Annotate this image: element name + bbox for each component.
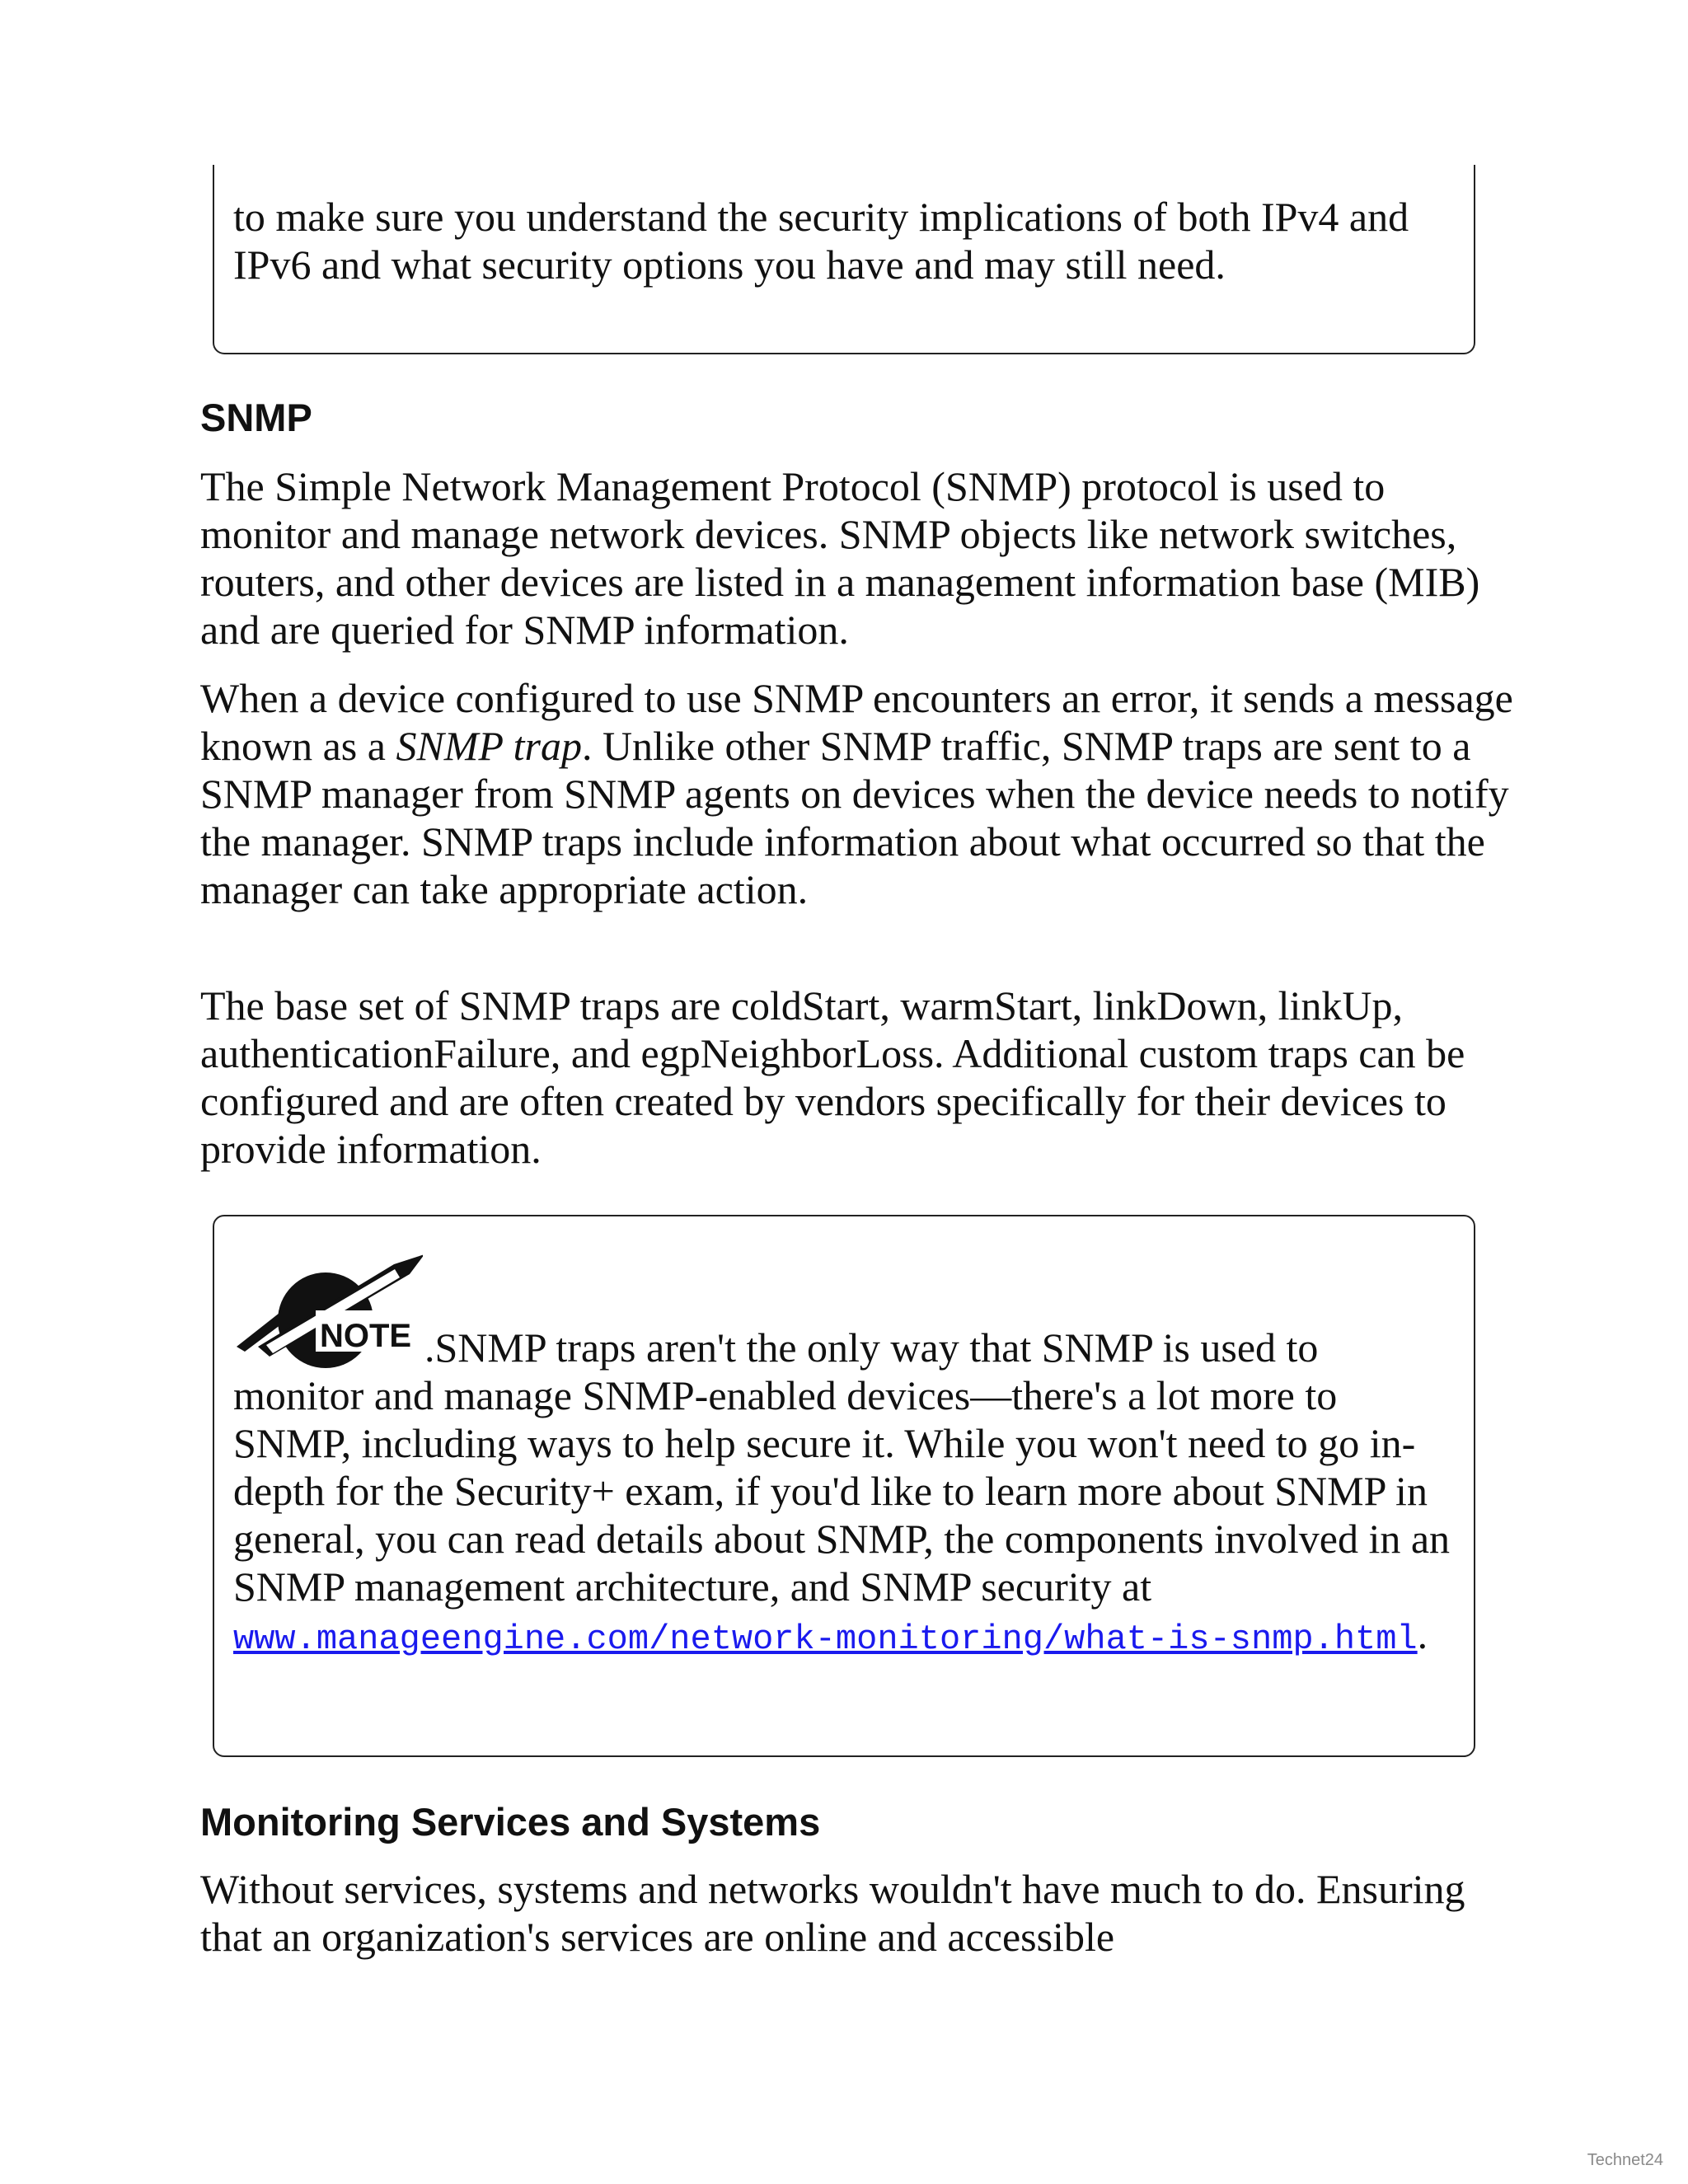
snmp-paragraph-2-end: . Unlike other SNMP traffic, SNMP traps are sent to a SNMP manager from SNMP agents on devices when the device needs to notify the manager. SNMP traps include information about what occurred so that the manager can take appropriate action. bbox=[200, 723, 1509, 912]
note-icon-label: NOTE bbox=[320, 1318, 412, 1354]
note-text-block bbox=[233, 1254, 1452, 1663]
snmp-paragraph-2 bbox=[200, 674, 1519, 913]
snmp-trap-term: SNMP trap bbox=[396, 723, 582, 769]
section-heading-snmp: SNMP bbox=[200, 396, 312, 439]
manageengine-snmp-link[interactable]: www.manageengine.com/network-monitoring/what-is-snmp.html bbox=[233, 1619, 1418, 1659]
note-text: .SNMP traps aren't the only way that SNMP is used to monitor and manage SNMP-enabled devices—there's a lot more to SNMP, including ways to help secure it. While you won't need to go in-depth for the Security+ exam, if you'd like to learn more about SNMP in general, you can read details about SNMP, the components involved in an SNMP management architecture, and SNMP security at bbox=[233, 1324, 1451, 1610]
snmp-paragraph-1: The Simple Network Management Protocol (SNMP) protocol is used to monitor and manage network devices. SNMP objects like network switches, routers, and other devices are listed in a management information base (MIB) and are queried for SNMP information. bbox=[200, 463, 1480, 653]
monitoring-paragraph: Without services, systems and networks wouldn't have much to do. Ensuring that an organization's services are online and accessible bbox=[200, 1866, 1465, 1960]
note-box bbox=[213, 1215, 1475, 1757]
callout-text: to make sure you understand the security implications of both IPv4 and IPv6 and what security options you have and may still need. bbox=[233, 194, 1409, 288]
footer-watermark: Technet24 bbox=[1587, 2151, 1663, 2169]
continued-callout-box bbox=[213, 165, 1475, 354]
section-heading-monitoring: Monitoring Services and Systems bbox=[200, 1800, 821, 1844]
snmp-paragraph-2-start: When a device configured to use SNMP encounters an error, it sends a message known as a bbox=[200, 675, 1513, 769]
note-icon bbox=[233, 1254, 423, 1371]
note-end-punctuation: . bbox=[1417, 1611, 1428, 1657]
snmp-paragraph-3: The base set of SNMP traps are coldStart, warmStart, linkDown, linkUp, authenticationFailure, and egpNeighborLoss. Additional custom traps can be configured and are often created by vendors specifically for their devices to provide information. bbox=[200, 982, 1465, 1172]
